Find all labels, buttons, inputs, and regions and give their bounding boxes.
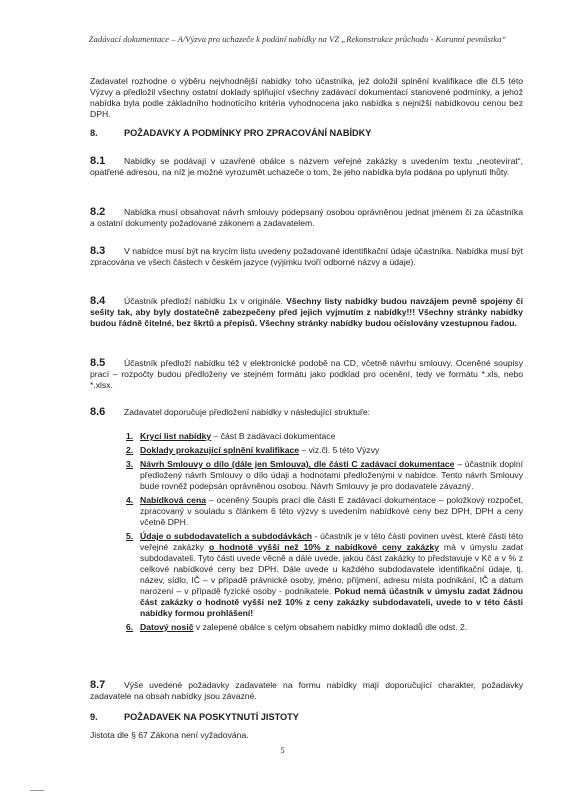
item-text: – viz.čl. 5 této Výzvy (299, 445, 380, 455)
paragraph-9: Jistota dle § 67 Zákona není vyžadována. (90, 730, 249, 740)
item-title: Doklady prokazující splnění kvalifikace (140, 445, 300, 455)
para-number: 8.7 (90, 679, 106, 691)
paragraph-8-1: Nabídky se podávají v uzavřené obálce s názvem veřejné zakázky s uvedením textu „neotevírat“, opatřené adresou, na níž je možné vyrozumět uchazeče o tom, že jeho nabídka byla podána po uplynutí lhůty. (90, 156, 523, 177)
paragraph-bold-text: Všechny listy nabídky budou navzájem pevně spojeny či sešity tak, aby byly dostatečně zabezpečeny před jejich vyjmutím z nabídky!!! Všechny stránky nabídky budou řádně čitelné, bez škrtů a přepisů. Všechny stránky nabídky budou očíslovány vzestupnou řadou. (90, 296, 523, 328)
page-header: Zadávací dokumentace – A/Výzva pro uchazeče k podání nabídky na VZ „Rekonstrukce průchodu - Korunní pevnůstka“ (88, 34, 507, 44)
item-text: – část B zadávací dokumentace (211, 431, 336, 441)
section-number: 9. (90, 712, 98, 722)
para-number: 8.5 (90, 357, 106, 369)
intro-paragraph: Zadavatel rozhodne o výběru nejvhodnější nabídky toho účastníka, jež doložil splnění kvalifikace dle čl.5 této Výzvy a předložil všechny ostatní doklady splňující všechny zadávací dokumentací stanovené podmínky, a jehož nabídka byla podle základního hodnotícího kritéria vyhodnocena jako nabídka s nejnižší nabídkovou cenou bez DPH. (90, 76, 523, 119)
section-9-heading (90, 712, 299, 722)
item-title: Nabídková cena (140, 495, 206, 505)
item-number: 2. (126, 445, 134, 455)
item-title: Krycí list nabídky (140, 431, 212, 441)
item-text: v zalepené obálce s celým obsahem nabídky mimo dokladů dle odst. 2. (193, 622, 468, 632)
paragraph-8-3: V nabídce musí být na krycím listu uvedeny požadované identifikační údaje účastníka. Nabídka musí být zpracována ve všech částech v českém jazyce (výjimku tvoří odborné názvy a údaje). (90, 246, 523, 267)
item-text: – účastník doplní předložený návrh Smlouvy o dílo údaji a hodnotami předloženými v nabídce. Tento návrh Smlouvy bude rovněž podepsán oprávněnou osobou. Návrh Smlouvy je pro dodavatele závazný. (140, 459, 523, 491)
item-text: – oceněný Soupis prací dle části E zadávací dokumentace – položkový rozpočet, zpracovaný v souladu s článkem 6 této výzvy s uvedením nabídkové ceny bez DPH, DPH a ceny včetně DPH. (140, 495, 523, 527)
item-emphasis: o hodnotě vyšší než 10% z nabídkové ceny zakázky (208, 542, 440, 552)
paragraph-8-4 (90, 296, 523, 329)
item-text: - účastník je v této části povinen uvést, které části této veřejné zakázky (140, 531, 523, 552)
paragraph-8-2: Nabídka musí obsahovat návrh smlouvy podepsaný osobou oprávněnou jednat jménem či za účastníka a ostatní dokumenty požadované zákonem a zadavatelem. (90, 207, 523, 228)
item-number: 6. (126, 622, 134, 632)
paragraph-8-7: Výše uvedené požadavky zadavatele na formu nabídky mají doporučující charakter, požadavky zadavatele na obsah nabídky jsou závazné. (90, 680, 523, 701)
para-number: 8.1 (90, 155, 106, 167)
list-item (126, 459, 523, 492)
para-number: 8.4 (90, 295, 106, 307)
list-item (126, 531, 524, 619)
para-number: 8.2 (90, 206, 106, 218)
item-title: Údaje o subdodavatelích a subdodávkách (140, 531, 312, 541)
item-number: 4. (126, 495, 134, 505)
section-title: POŽADAVEK NA POSKYTNUTÍ JISTOTY (124, 712, 299, 722)
paragraph-8-5: Účastník předloží nabídku též v elektronické podobě na CD, včetně návrhu smlouvy. Oceněné soupisy prací – rozpočty budou předloženy ve stejném formátu jako podklad pro ocenění, tedy ve formátu *.xls, nebo *.xlsx. (90, 358, 523, 390)
item-number: 5. (126, 531, 134, 541)
list-item (126, 431, 523, 442)
item-title: Datový nosič (140, 622, 194, 632)
section-8-heading (90, 128, 371, 138)
structure-list (126, 431, 524, 636)
paragraph-text: Účastník předloží nabídku 1x v originále. (124, 296, 287, 306)
scan-mark (30, 790, 44, 791)
item-number: 3. (126, 459, 134, 469)
para-number: 8.6 (90, 406, 106, 418)
paragraph-8-6: Zadavatel doporučuje předložení nabídky v následující struktuře: (124, 407, 371, 417)
section-number: 8. (90, 128, 98, 138)
list-item (126, 622, 523, 633)
item-number: 1. (126, 431, 134, 441)
item-title: Návrh Smlouvy o dílo (dále jen Smlouva), dle části C zadávací dokumentace (140, 459, 455, 469)
item-text: má v úmyslu zadat subdodavateli. Tyto části uvede věcně a dále uvede, jakou část zakázky to představuje v Kč a v % z celkové nabídkové ceny bez DPH. Dále uvede u každého subdodavatele identifikační údaje, tj. název, sídlo, IČ – v případě právnické osoby, jméno, příjmení, adresu místa podnikání, IČ a datum narození – v případě fyzické osoby - podnikatele. (140, 542, 524, 596)
list-item (126, 495, 523, 528)
page-number: 5 (280, 746, 285, 755)
para-number: 8.3 (90, 245, 106, 257)
list-item (126, 445, 523, 456)
item-bold-text: Pokud nemá účastník v úmyslu zadat žádnou část zakázky o hodnotě vyšší než 10% z ceny zakázky subdodavateli, uvede to v této části nabídky formou prohlášení! (140, 586, 523, 618)
section-title: POŽADAVKY A PODMÍNKY PRO ZPRACOVÁNÍ NABÍDKY (124, 128, 372, 138)
